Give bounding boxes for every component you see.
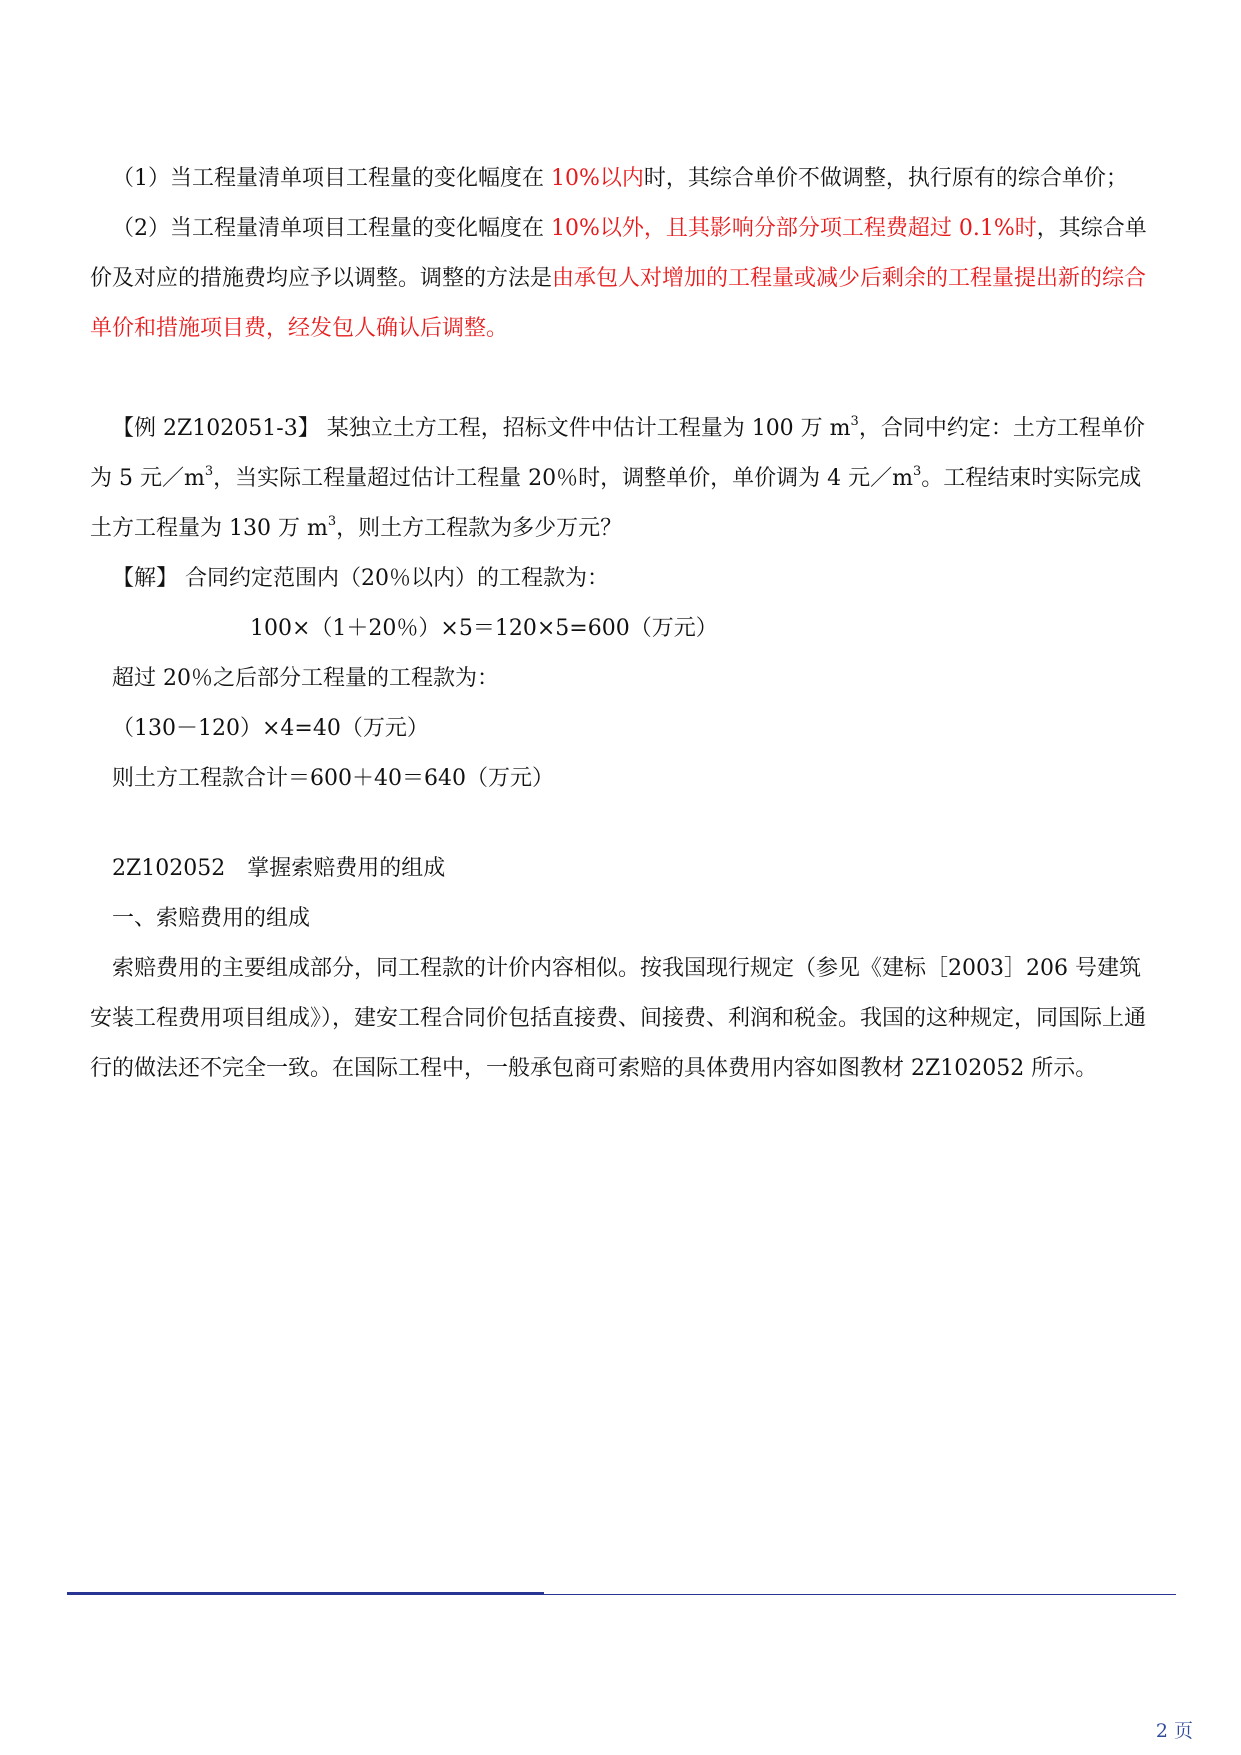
section-heading: 2Z102052 掌握索赔费用的组成 (112, 856, 446, 881)
item1-highlight: 10%以内 (551, 166, 644, 191)
section-paragraph: 索赔费用的主要组成部分，同工程款的计价内容相似。按我国现行规定（参见《建标［2003］206 号建筑安装工程费用项目组成》），建安工程合同价包括直接费、间接费、利润和税金。我国的这种规定，同国际上通行的做法还不完全一致。在国际工程中，一般承包商可索赔的具体费用内容如图教材 2Z102052 所示。 (90, 956, 1147, 1081)
item2-text-a: （2）当工程量清单项目工程量的变化幅度在 (112, 216, 551, 241)
adjust-item-1 (90, 154, 1154, 204)
page-number: 2 页 (1155, 1720, 1193, 1742)
example-paragraph (90, 404, 1154, 554)
solution-formula-1: 100×（1＋20％）×5＝120×5=600（万元） (250, 616, 718, 641)
solution-intro (90, 554, 1154, 604)
superscript-3: 3 (912, 464, 922, 479)
item1-text-a: （1）当工程量清单项目工程量的变化幅度在 (112, 166, 551, 191)
example-label: 【例 2Z102051-3】 (112, 416, 320, 441)
example-text-2: ，合同中约定：土方工程单价为 5 元／m (90, 416, 1145, 491)
example-text-5: ，则土方工程款为多少万元？ (336, 516, 623, 541)
adjust-item-2 (90, 204, 1154, 354)
superscript-3: 3 (850, 414, 859, 429)
document-body (90, 154, 1154, 1094)
superscript-3: 3 (204, 464, 214, 479)
example-text-1: 某独立土方工程，招标文件中估计工程量为 100 万 m (319, 416, 851, 441)
item2-highlight-1: 10%以外，且其影响分部分项工程费超过 0.1%时 (551, 216, 1037, 241)
example-text-4: 。工程结束时实际完成土方工程量为 130 万 m (90, 466, 1142, 541)
example-text-3: ，当实际工程量超过估计工程量 20％时，调整单价，单价调为 4 元／m (213, 466, 913, 491)
solution-line-2: 超过 20％之后部分工程量的工程款为： (112, 666, 499, 691)
item2-text-c: ，其综合单价及对应的措施费均应予以调整。调整的方法是 (90, 216, 1147, 291)
section-subheading: 一、索赔费用的组成 (112, 906, 311, 931)
superscript-3: 3 (327, 514, 337, 529)
solution-label: 【解】 (112, 566, 179, 591)
solution-intro-text: 合同约定范围内（20％以内）的工程款为： (178, 566, 610, 591)
spacer (90, 354, 1154, 404)
solution-total: 则土方工程款合计＝600＋40＝640（万元） (112, 766, 554, 791)
footer-rule-thin (544, 1594, 1176, 1595)
footer-rule-thick (67, 1592, 544, 1595)
spacer (90, 804, 1154, 844)
item2-highlight-2: 由承包人对增加的工程量或减少后剩余的工程量提出新的综合单价和措施项目费，经发包人确认后调整。 (90, 266, 1147, 341)
solution-formula-2: （130－120）×4=40（万元） (112, 716, 429, 741)
item1-text-c: 时，其综合单价不做调整，执行原有的综合单价； (643, 166, 1128, 191)
